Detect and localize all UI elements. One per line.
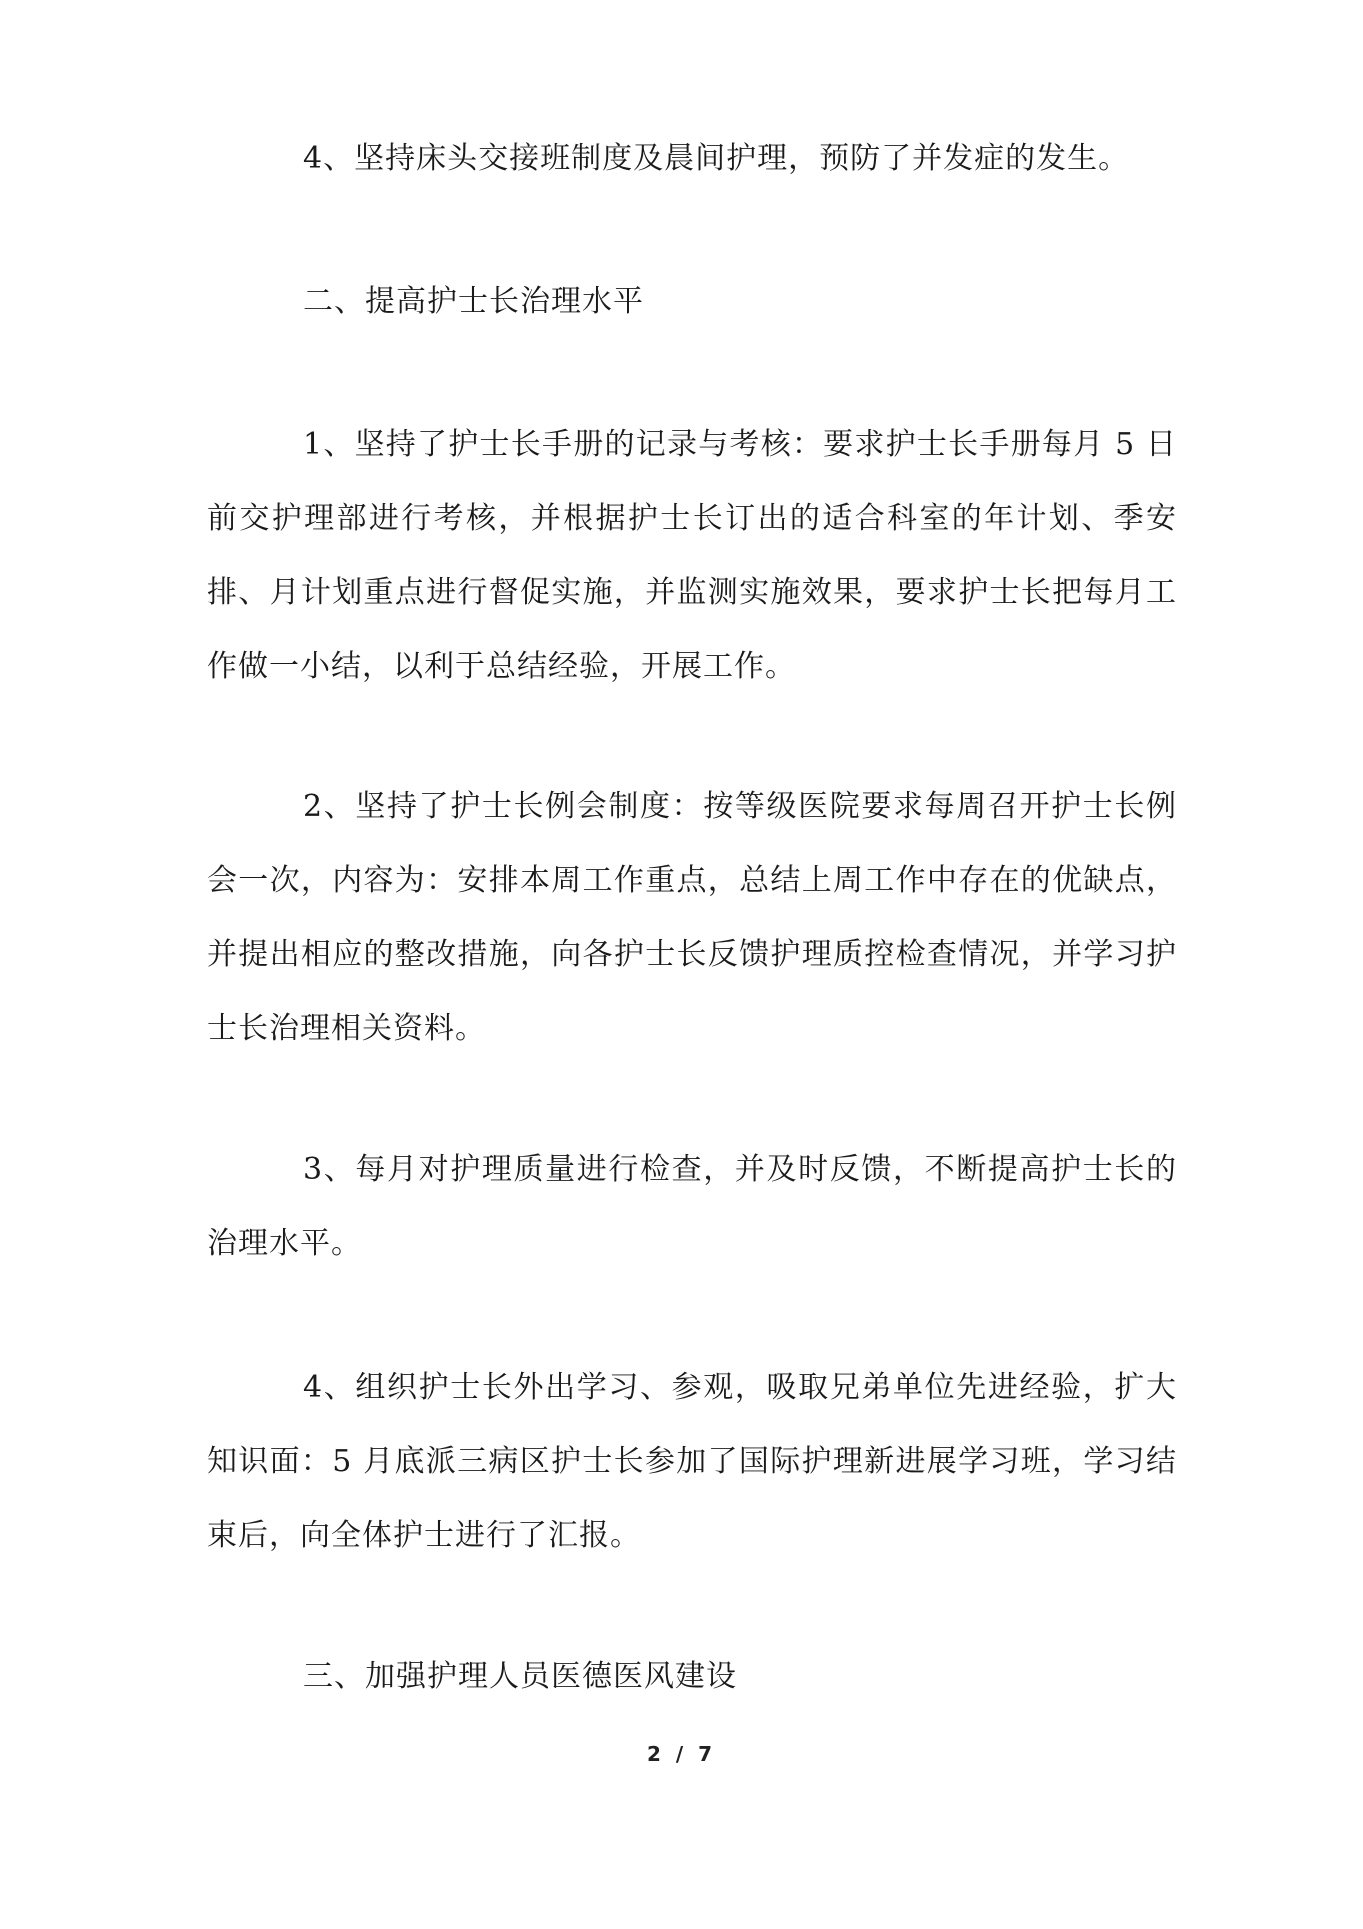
- page-number: 2 / 7: [646, 1742, 717, 1766]
- section2-heading: 二、提高护士长治理水平: [303, 284, 644, 319]
- paragraph-s2-item3: 3、每月对护理质量进行检查，并及时反馈，不断提高护士长的治理水平。: [207, 1152, 1177, 1261]
- paragraph-item4-top: 4、坚持床头交接班制度及晨间护理，预防了并发症的发生。: [303, 141, 1130, 176]
- paragraph-s2-item2: 2、坚持了护士长例会制度：按等级医院要求每周召开护士长例会一次，内容为：安排本周工作重点，总结上周工作中存在的优缺点，并提出相应的整改措施，向各护士长反馈护理质控检查情况，并学习护士长治理相关资料。: [207, 789, 1177, 1046]
- paragraph-s2-item1: 1、坚持了护士长手册的记录与考核：要求护士长手册每月 5 日前交护理部进行考核，并根据护士长订出的适合科室的年计划、季安排、月计划重点进行督促实施，并监测实施效果，要求护士长把每月工作做一小结，以利于总结经验，开展工作。: [207, 427, 1177, 684]
- section3-heading: 三、加强护理人员医德医风建设: [303, 1659, 737, 1694]
- paragraph-s2-item4: 4、组织护士长外出学习、参观，吸取兄弟单位先进经验，扩大知识面：5 月底派三病区护士长参加了国际护理新进展学习班，学习结束后，向全体护士进行了汇报。: [207, 1370, 1177, 1553]
